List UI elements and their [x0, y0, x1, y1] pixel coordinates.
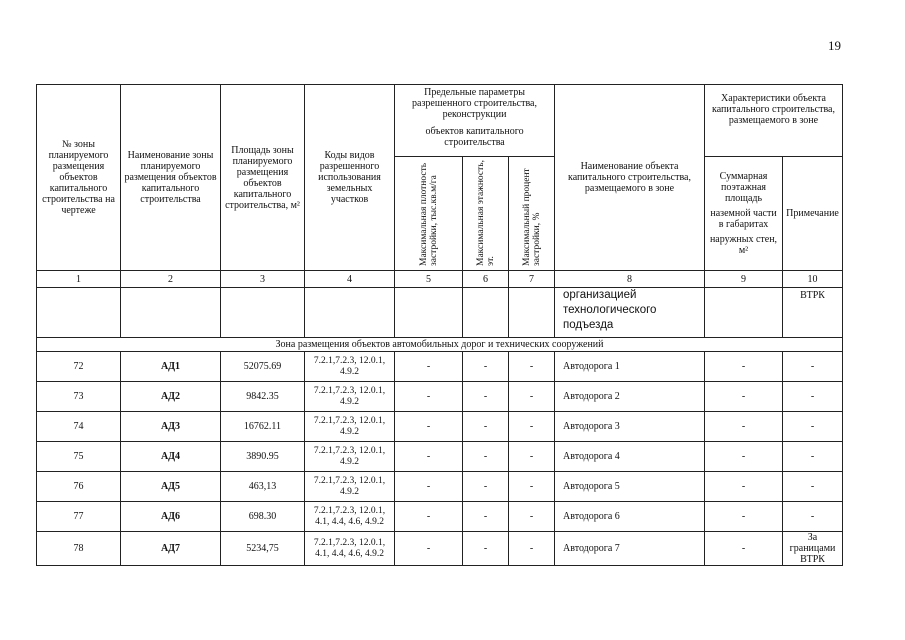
header-limits-group — [395, 85, 555, 157]
max-floors: - — [463, 472, 509, 502]
use-codes-line-2: 4.1, 4.4, 4.6, 4.9.2 — [315, 548, 384, 559]
header-object-name: Наименование объекта капитального строительства, размещаемого в зоне — [555, 85, 705, 271]
zone-area: 3890.95 — [221, 442, 305, 472]
col-number: 1 — [37, 271, 121, 288]
zone-area: 698.30 — [221, 502, 305, 532]
object-name: Автодорога 5 — [555, 472, 705, 502]
col-number: 9 — [705, 271, 783, 288]
header-floor-area-b: наземной части в габаритах — [710, 208, 777, 230]
use-codes — [305, 532, 395, 566]
zone-number: 78 — [37, 532, 121, 566]
zones-table — [36, 84, 843, 566]
max-floors: - — [463, 382, 509, 412]
use-codes-line-2: 4.9.2 — [340, 486, 359, 497]
use-codes — [305, 382, 395, 412]
max-percent: - — [509, 502, 555, 532]
max-percent: - — [509, 382, 555, 412]
note: За границами ВТРК — [783, 532, 843, 566]
header-limits-subtitle: объектов капитального строительства — [425, 126, 524, 148]
note: - — [783, 382, 843, 412]
zone-name: АД3 — [121, 412, 221, 442]
max-percent: - — [509, 472, 555, 502]
floor-area: - — [705, 502, 783, 532]
continuation-row — [37, 288, 843, 338]
header-max-density-text: Максимальная плотность застройки, тыс.кв.м/га — [418, 162, 439, 266]
note: - — [783, 472, 843, 502]
floor-area: - — [705, 352, 783, 382]
max-density: - — [395, 532, 463, 566]
max-floors: - — [463, 412, 509, 442]
use-codes-line-2: 4.9.2 — [340, 396, 359, 407]
col-number: 3 — [221, 271, 305, 288]
header-max-density — [395, 157, 463, 271]
floor-area: - — [705, 382, 783, 412]
zone-number: 77 — [37, 502, 121, 532]
col-number: 2 — [121, 271, 221, 288]
continuation-line-1: организацией — [563, 289, 637, 301]
note: - — [783, 442, 843, 472]
col-number: 6 — [463, 271, 509, 288]
note: - — [783, 412, 843, 442]
header-characteristics: Характеристики объекта капитального строительства, размещаемого в зоне — [705, 85, 843, 157]
header-max-floors-text: Максимальная этажность, эт. — [475, 160, 496, 266]
max-percent: - — [509, 442, 555, 472]
max-density: - — [395, 502, 463, 532]
use-codes-line-1: 7.2.1,7.2.3, 12.0.1, — [313, 356, 386, 366]
use-codes-line-1: 7.2.1,7.2.3, 12.0.1, — [313, 386, 386, 396]
header-floor-area — [705, 157, 783, 271]
zone-area: 16762.11 — [221, 412, 305, 442]
zone-number: 75 — [37, 442, 121, 472]
max-floors: - — [463, 442, 509, 472]
zone-area: 9842.35 — [221, 382, 305, 412]
table-row — [37, 412, 843, 442]
col-number: 8 — [555, 271, 705, 288]
zone-name: АД6 — [121, 502, 221, 532]
table-row — [37, 382, 843, 412]
object-name: Автодорога 4 — [555, 442, 705, 472]
zone-name: АД2 — [121, 382, 221, 412]
zone-number: 74 — [37, 412, 121, 442]
zone-name: АД4 — [121, 442, 221, 472]
use-codes-line-1: 7.2.1,7.2.3, 12.0.1, — [313, 538, 386, 548]
header-use-codes: Коды видов разрешенного использования земельных участков — [305, 85, 395, 271]
max-floors: - — [463, 502, 509, 532]
max-density: - — [395, 352, 463, 382]
continuation-note: ВТРК — [783, 288, 843, 338]
header-max-percent-text: Максимальный процент застройки, % — [521, 168, 542, 266]
zone-number: 73 — [37, 382, 121, 412]
floor-area: - — [705, 442, 783, 472]
note: - — [783, 502, 843, 532]
page-number: 19 — [828, 38, 841, 53]
header-limits-title: Предельные параметры разрешенного строительства, реконструкции — [412, 87, 537, 120]
table-row — [37, 442, 843, 472]
max-density: - — [395, 412, 463, 442]
object-name: Автодорога 6 — [555, 502, 705, 532]
zone-name: АД7 — [121, 532, 221, 566]
zone-name: АД1 — [121, 352, 221, 382]
zone-number: 72 — [37, 352, 121, 382]
note: - — [783, 352, 843, 382]
header-zone-area: Площадь зоны планируемого размещения объектов капитального строительства, м² — [221, 85, 305, 271]
header-floor-area-a: Суммарная поэтажная площадь — [719, 171, 768, 204]
max-floors: - — [463, 352, 509, 382]
object-name: Автодорога 2 — [555, 382, 705, 412]
header-max-percent — [509, 157, 555, 271]
max-density: - — [395, 472, 463, 502]
table-row — [37, 502, 843, 532]
zone-number: 76 — [37, 472, 121, 502]
zone-section-title: Зона размещения объектов автомобильных дорог и технических сооружений — [37, 338, 843, 352]
use-codes — [305, 472, 395, 502]
use-codes-line-1: 7.2.1,7.2.3, 12.0.1, — [313, 506, 386, 516]
header-floor-area-c: наружных стен, м² — [709, 234, 778, 256]
object-name: Автодорога 7 — [555, 532, 705, 566]
table-row — [37, 472, 843, 502]
col-number: 5 — [395, 271, 463, 288]
zone-name: АД5 — [121, 472, 221, 502]
max-density: - — [395, 442, 463, 472]
use-codes-line-1: 7.2.1,7.2.3, 12.0.1, — [313, 476, 386, 486]
use-codes — [305, 352, 395, 382]
floor-area: - — [705, 532, 783, 566]
continuation-line-2: технологического — [563, 304, 657, 316]
col-number: 4 — [305, 271, 395, 288]
header-note: Примечание — [783, 157, 843, 271]
max-percent: - — [509, 352, 555, 382]
use-codes-line-2: 4.9.2 — [340, 426, 359, 437]
use-codes-line-1: 7.2.1,7.2.3, 12.0.1, — [313, 446, 386, 456]
header-max-floors — [463, 157, 509, 271]
header-zone-name: Наименование зоны планируемого размещения объектов капитального строительства — [121, 85, 221, 271]
use-codes — [305, 502, 395, 532]
column-numbers-row — [37, 271, 843, 288]
use-codes-line-2: 4.1, 4.4, 4.6, 4.9.2 — [315, 516, 384, 527]
max-percent: - — [509, 532, 555, 566]
col-number: 10 — [783, 271, 843, 288]
object-name: Автодорога 1 — [555, 352, 705, 382]
use-codes — [305, 412, 395, 442]
zone-area: 5234,75 — [221, 532, 305, 566]
use-codes — [305, 442, 395, 472]
floor-area: - — [705, 412, 783, 442]
continuation-line-3: подъезда — [563, 319, 614, 331]
max-floors: - — [463, 532, 509, 566]
max-density: - — [395, 382, 463, 412]
max-percent: - — [509, 412, 555, 442]
zone-area: 52075.69 — [221, 352, 305, 382]
continuation-object-text — [555, 288, 705, 338]
use-codes-line-2: 4.9.2 — [340, 456, 359, 467]
use-codes-line-1: 7.2.1,7.2.3, 12.0.1, — [313, 416, 386, 426]
zone-area: 463,13 — [221, 472, 305, 502]
header-zone-number: № зоны планируемого размещения объектов капитального строительства на чертеже — [37, 85, 121, 271]
object-name: Автодорога 3 — [555, 412, 705, 442]
col-number: 7 — [509, 271, 555, 288]
use-codes-line-2: 4.9.2 — [340, 366, 359, 377]
table-row — [37, 532, 843, 566]
table-row — [37, 352, 843, 382]
floor-area: - — [705, 472, 783, 502]
